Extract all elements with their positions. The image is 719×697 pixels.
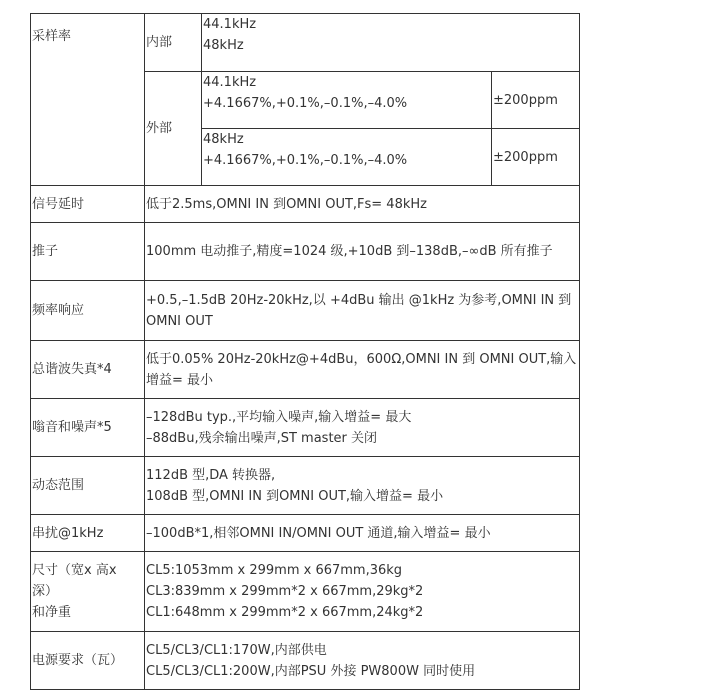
- thd-value: [145, 341, 580, 399]
- external-label: 外部: [145, 72, 202, 186]
- freq-response-value: [145, 281, 580, 341]
- dimensions-label-line-3: 和净重: [32, 605, 72, 620]
- dimensions-label-line-2: 深）: [32, 584, 59, 599]
- dimensions-line-3: CL1:648mm x 299mm*2 x 667mm,24kg*2: [146, 605, 424, 620]
- spec-table: [30, 13, 580, 690]
- external-rate-1-cell: [202, 72, 492, 129]
- dynamic-range-line-1: 112dB 型,DA 转换器,: [146, 467, 276, 483]
- row-noise: [31, 399, 580, 457]
- dimensions-label: [31, 552, 145, 632]
- dimensions-label-line-1: 尺寸（宽x 高x: [32, 563, 117, 578]
- internal-rate-2: 48kHz: [203, 38, 244, 53]
- dimensions-value: [145, 552, 580, 632]
- row-power: [31, 632, 580, 690]
- fader-value: [145, 223, 580, 281]
- latency-value: [145, 186, 580, 223]
- row-latency: [31, 186, 580, 223]
- sample-rate-label: 采样率: [31, 14, 145, 186]
- thd-label: 总谐波失真*4: [31, 341, 145, 399]
- crosstalk-value: [145, 515, 580, 552]
- external-range-1: +4.1667%,+0.1%,–0.1%,–4.0%: [203, 96, 408, 111]
- thd-text: 低于0.05% 20Hz-20kHz@+4dBu，600Ω,OMNI IN 到 OMNI OUT,输入增益= 最小: [146, 351, 577, 388]
- dimensions-line-1: CL5:1053mm x 299mm x 667mm,36kg: [146, 563, 403, 578]
- latency-text: 低于2.5ms,OMNI IN 到OMNI OUT,Fs= 48kHz: [146, 196, 427, 212]
- row-sample-rate-internal: [31, 14, 580, 72]
- external-rate-2-cell: [202, 129, 492, 186]
- external-tolerance-2: ±200ppm: [492, 129, 580, 186]
- external-rate-2: 48kHz: [203, 132, 244, 147]
- row-crosstalk: [31, 515, 580, 552]
- freq-response-label: 频率响应: [31, 281, 145, 341]
- noise-line-1: –128dBu typ.,平均输入噪声,输入增益= 最大: [146, 409, 412, 425]
- row-frequency-response: [31, 281, 580, 341]
- crosstalk-label: 串扰@1kHz: [31, 515, 145, 552]
- dynamic-range-value: [145, 457, 580, 515]
- external-rate-1: 44.1kHz: [203, 75, 257, 90]
- latency-label: 信号延时: [31, 186, 145, 223]
- dynamic-range-label: 动态范围: [31, 457, 145, 515]
- row-thd: [31, 341, 580, 399]
- internal-label: 内部: [145, 14, 202, 72]
- crosstalk-text: –100dB*1,相邻OMNI IN/OMNI OUT 通道,输入增益= 最小: [146, 525, 491, 541]
- row-dimensions: [31, 552, 580, 632]
- external-tolerance-1: ±200ppm: [492, 72, 580, 129]
- row-fader: [31, 223, 580, 281]
- internal-rate-1: 44.1kHz: [203, 17, 257, 32]
- noise-line-2: –88dBu,残余输出噪声,ST master 关闭: [146, 430, 378, 446]
- fader-text: 100mm 电动推子,精度=1024 级,+10dB 到–138dB,–∞dB 所有推子: [146, 244, 553, 259]
- fader-label: 推子: [31, 223, 145, 281]
- row-dynamic-range: [31, 457, 580, 515]
- power-line-2: CL5/CL3/CL1:200W,内部PSU 外接 PW800W 同时使用: [146, 663, 476, 679]
- noise-label: 嗡音和噪声*5: [31, 399, 145, 457]
- power-line-1: CL5/CL3/CL1:170W,内部供电: [146, 642, 327, 658]
- noise-value: [145, 399, 580, 457]
- freq-response-text: +0.5,–1.5dB 20Hz-20kHz,以 +4dBu 输出 @1kHz 为参考,OMNI IN 到 OMNI OUT: [146, 292, 572, 329]
- dynamic-range-line-2: 108dB 型,OMNI IN 到OMNI OUT,输入增益= 最小: [146, 488, 444, 504]
- internal-rates: [202, 14, 580, 72]
- external-range-2: +4.1667%,+0.1%,–0.1%,–4.0%: [203, 153, 408, 168]
- power-label: 电源要求（瓦）: [31, 632, 145, 690]
- power-value: [145, 632, 580, 690]
- dimensions-line-2: CL3:839mm x 299mm*2 x 667mm,29kg*2: [146, 584, 424, 599]
